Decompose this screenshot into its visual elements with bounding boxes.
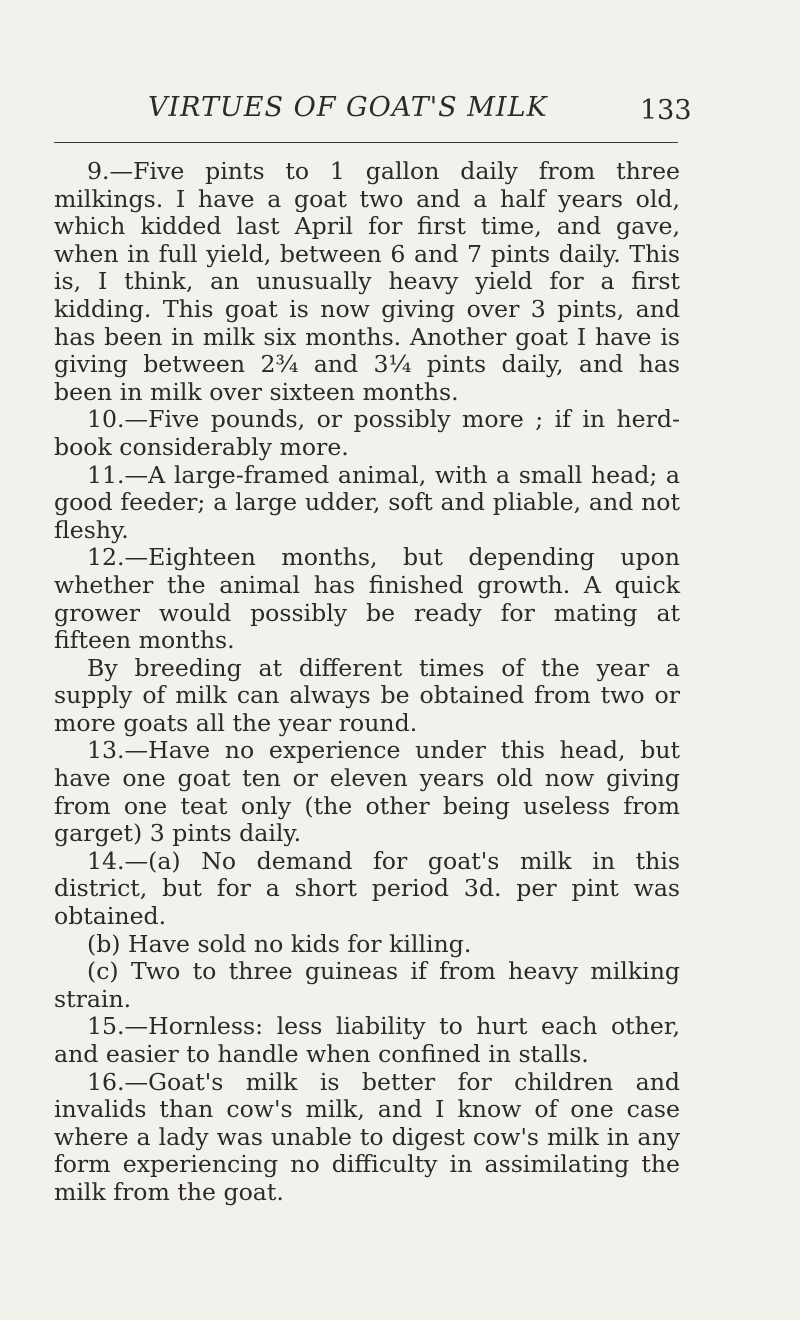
paragraph-answer-16: 16.—Goat's milk is better for children and invalids than cow's milk, and I know of one case where a lady was unable to digest cow's milk in any form experiencing no difficulty in assimilating the milk from the goat. bbox=[54, 1067, 680, 1206]
paragraph-answer-9: 9.—Five pints to 1 gallon daily from three milkings. I have a goat two and a half years old, which kidded last April for first time, and gave, when in full yield, between 6 and 7 pints daily. This is, I think, an unusually heavy yield for a first kidding. This goat is now giving over 3 pints, and has been in milk six months. Another goat I have is giving between 2¾ and 3¼ pints daily, and has been in milk over sixteen months. bbox=[54, 157, 680, 406]
paragraph-answer-10: 10.—Five pounds, or possibly more ; if in herd-book considerably more. bbox=[54, 405, 680, 461]
paragraph-breeding: By breeding at different times of the year a supply of milk can always be obtained from two or more goats all the year round. bbox=[54, 653, 680, 737]
paragraph-answer-15: 15.—Hornless: less liability to hurt each other, and easier to handle when confined in stalls. bbox=[54, 1012, 680, 1068]
paragraph-answer-14c: (c) Two to three guineas if from heavy milking strain. bbox=[54, 957, 680, 1013]
running-head: VIRTUES OF GOAT'S MILK bbox=[148, 92, 548, 123]
paragraph-answer-14b: (b) Have sold no kids for killing. bbox=[87, 929, 472, 958]
paragraph-answer-11: 11.—A large-framed animal, with a small head; a good feeder; a large udder, soft and pliable, and not fleshy. bbox=[54, 460, 680, 544]
page-number: 133 bbox=[640, 95, 692, 126]
header-rule bbox=[54, 142, 678, 143]
paragraph-answer-13: 13.—Have no experience under this head, but have one goat ten or eleven years old now giving from one teat only (the other being useless from garget) 3 pints daily. bbox=[54, 736, 680, 848]
paragraph-answer-14a: 14.—(a) No demand for goat's milk in this district, but for a short period 3d. per pint was obtained. bbox=[54, 846, 680, 931]
paragraph-answer-12: 12.—Eighteen months, but depending upon whether the animal has finished growth. A quick grower would possibly be ready for mating at fifteen months. bbox=[54, 543, 680, 655]
body-text bbox=[54, 158, 680, 1207]
